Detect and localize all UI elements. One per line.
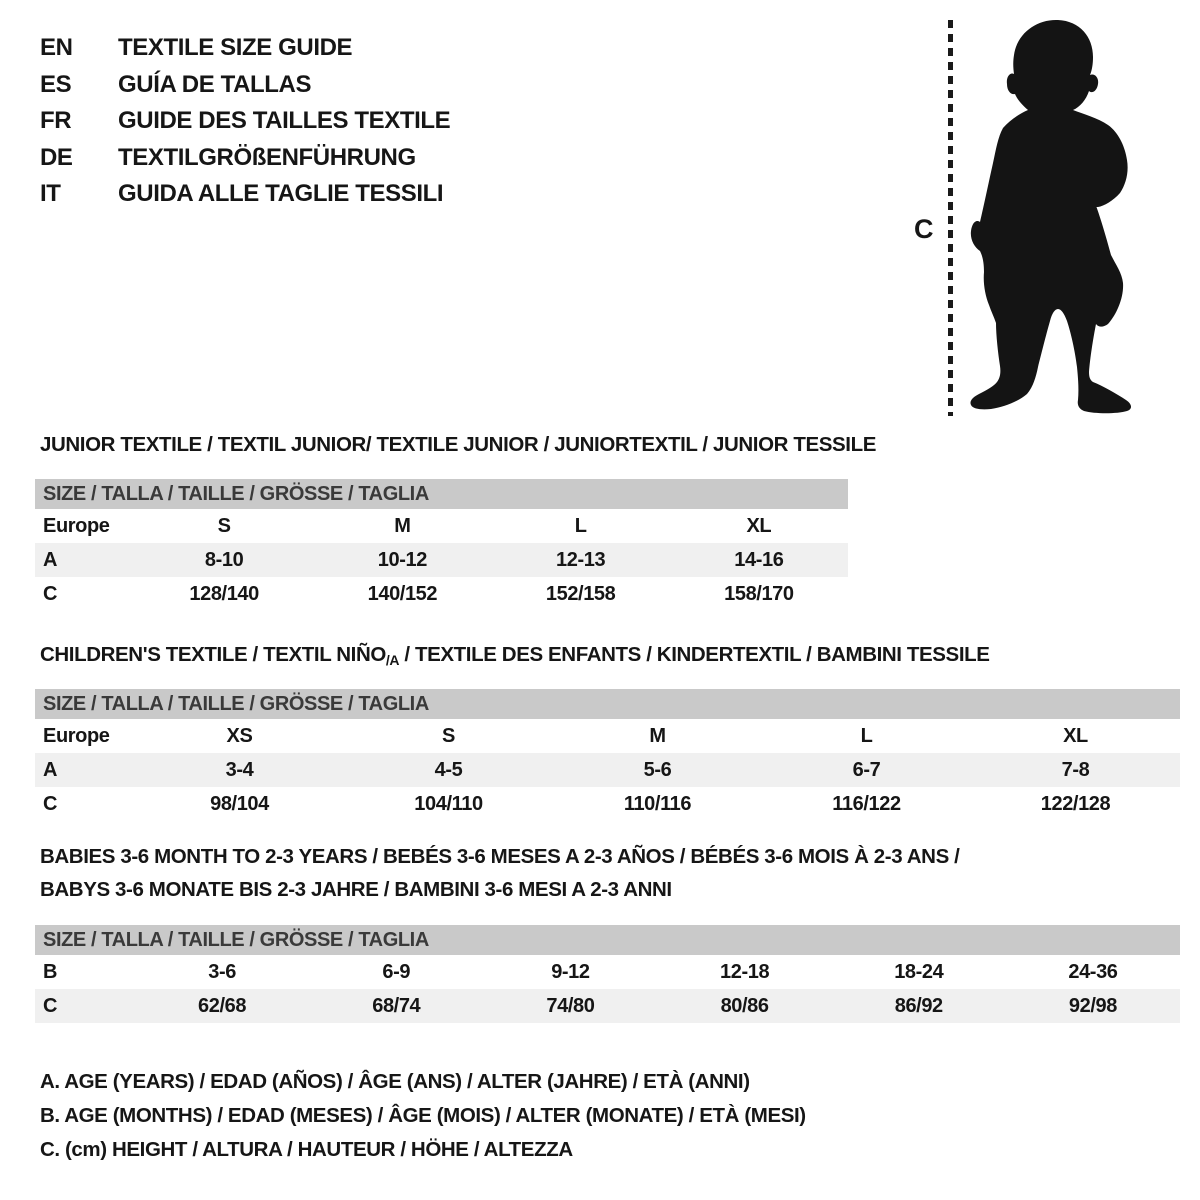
table-row [35,509,848,543]
age-cell: 5-6 [643,758,672,781]
junior-size-table [35,479,848,611]
lang-code: FR [40,107,72,135]
size-cell: M [649,724,666,747]
age-months-cell: 12-18 [720,960,770,983]
legend-line-c: C. (cm) HEIGHT / ALTURA / HAUTEUR / HÖHE / ALTEZZA [40,1138,573,1161]
age-months-cell: 3-6 [208,960,236,983]
height-cell: 152/158 [545,582,616,605]
size-cell: M [394,514,411,537]
height-cell: 80/86 [720,994,769,1017]
size-header-label: SIZE / TALLA / TAILLE / GRÖSSE / TAGLIA [43,692,429,715]
guide-title-es: GUÍA DE TALLAS [118,70,312,98]
height-dashed-line [948,20,953,416]
height-cell: 128/140 [189,582,259,605]
height-cell: 92/98 [1068,994,1117,1017]
age-cell: 7-8 [1061,758,1090,781]
age-months-cell: 6-9 [382,960,411,983]
age-cell: 10-12 [377,548,427,571]
children-title-sub: /A [385,652,400,668]
age-months-cell: 24-36 [1068,960,1118,983]
table-row [35,955,1180,989]
age-cell: 8-10 [204,548,244,571]
size-header-bar [35,689,1180,719]
babies-size-table [35,925,1180,1023]
row-label: C [43,582,58,605]
age-months-cell: 18-24 [894,960,944,983]
height-cell: 62/68 [198,994,247,1017]
guide-title-it: GUIDA ALLE TAGLIE TESSILI [118,180,444,208]
size-cell: S [442,724,455,747]
table-row [35,753,1180,787]
guide-title-en: TEXTILE SIZE GUIDE [118,34,353,62]
height-cell: 68/74 [372,994,421,1017]
row-label: Europe [43,514,110,537]
size-cell: XL [1063,724,1088,747]
legend-line-a: A. AGE (YEARS) / EDAD (AÑOS) / ÂGE (ANS) / ALTER (JAHRE) / ETÀ (ANNI) [40,1070,750,1093]
babies-section-title-line2: BABYS 3-6 MONATE BIS 2-3 JAHRE / BAMBINI 3-6 MESI A 2-3 ANNI [40,878,672,901]
lang-row-fr [40,103,450,140]
row-label: A [43,758,58,781]
legend-line-b: B. AGE (MONTHS) / EDAD (MESES) / ÂGE (MOIS) / ALTER (MONATE) / ETÀ (MESI) [40,1104,806,1127]
babies-section-title-line1: BABIES 3-6 MONTH TO 2-3 YEARS / BEBÉS 3-6 MESES A 2-3 AÑOS / BÉBÉS 3-6 MOIS À 2-3 ANS / [40,845,960,868]
language-title-block [40,30,450,213]
lang-code: DE [40,143,73,171]
lang-row-it [40,176,450,213]
size-cell: L [860,724,873,747]
table-row [35,577,848,611]
lang-code: ES [40,70,72,98]
age-cell: 4-5 [434,758,463,781]
toddler-silhouette-icon [965,16,1140,418]
age-months-cell: 9-12 [551,960,590,983]
lang-code: IT [40,180,61,208]
size-cell: XS [226,724,253,747]
children-title-post: / TEXTILE DES ENFANTS / KINDERTEXTIL / BAMBINI TESSILE [399,643,990,666]
height-cell: 104/110 [414,792,483,815]
height-cell: 98/104 [210,792,269,815]
height-cell: 140/152 [367,582,438,605]
height-cell: 158/170 [724,582,794,605]
height-cell: 74/80 [546,994,595,1017]
age-cell: 14-16 [734,548,784,571]
height-cell: 86/92 [894,994,943,1017]
size-header-bar [35,925,1180,955]
legend-block [40,1070,806,1172]
row-label: A [43,548,58,571]
lang-row-es [40,67,450,104]
size-header-bar [35,479,848,509]
lang-row-de [40,140,450,177]
table-row [35,719,1180,753]
height-measure-label: C [914,214,934,244]
guide-title-de: TEXTILGRÖßENFÜHRUNG [118,143,416,171]
row-label: Europe [43,724,110,747]
children-section-title [40,643,990,668]
size-cell: L [574,514,587,537]
junior-section-title: JUNIOR TEXTILE / TEXTIL JUNIOR/ TEXTILE JUNIOR / JUNIORTEXTIL / JUNIOR TESSILE [40,433,876,456]
age-cell: 12-13 [556,548,606,571]
size-cell: XL [746,514,772,537]
height-cell: 122/128 [1040,792,1111,815]
lang-code: EN [40,34,73,62]
age-cell: 6-7 [852,758,881,781]
height-cell: 116/122 [832,792,901,815]
row-label: C [43,792,58,815]
table-row [35,543,848,577]
age-cell: 3-4 [225,758,254,781]
children-size-table [35,689,1180,821]
row-label: B [43,960,58,983]
height-cell: 110/116 [623,792,692,815]
row-label: C [43,994,58,1017]
lang-row-en [40,30,450,67]
size-header-label: SIZE / TALLA / TAILLE / GRÖSSE / TAGLIA [43,928,429,951]
guide-title-fr: GUIDE DES TAILLES TEXTILE [118,107,451,135]
size-header-label: SIZE / TALLA / TAILLE / GRÖSSE / TAGLIA [43,482,429,505]
size-cell: S [217,514,231,537]
table-row [35,787,1180,821]
table-row [35,989,1180,1023]
children-title-pre: CHILDREN'S TEXTILE / TEXTIL NIÑO [40,643,386,666]
